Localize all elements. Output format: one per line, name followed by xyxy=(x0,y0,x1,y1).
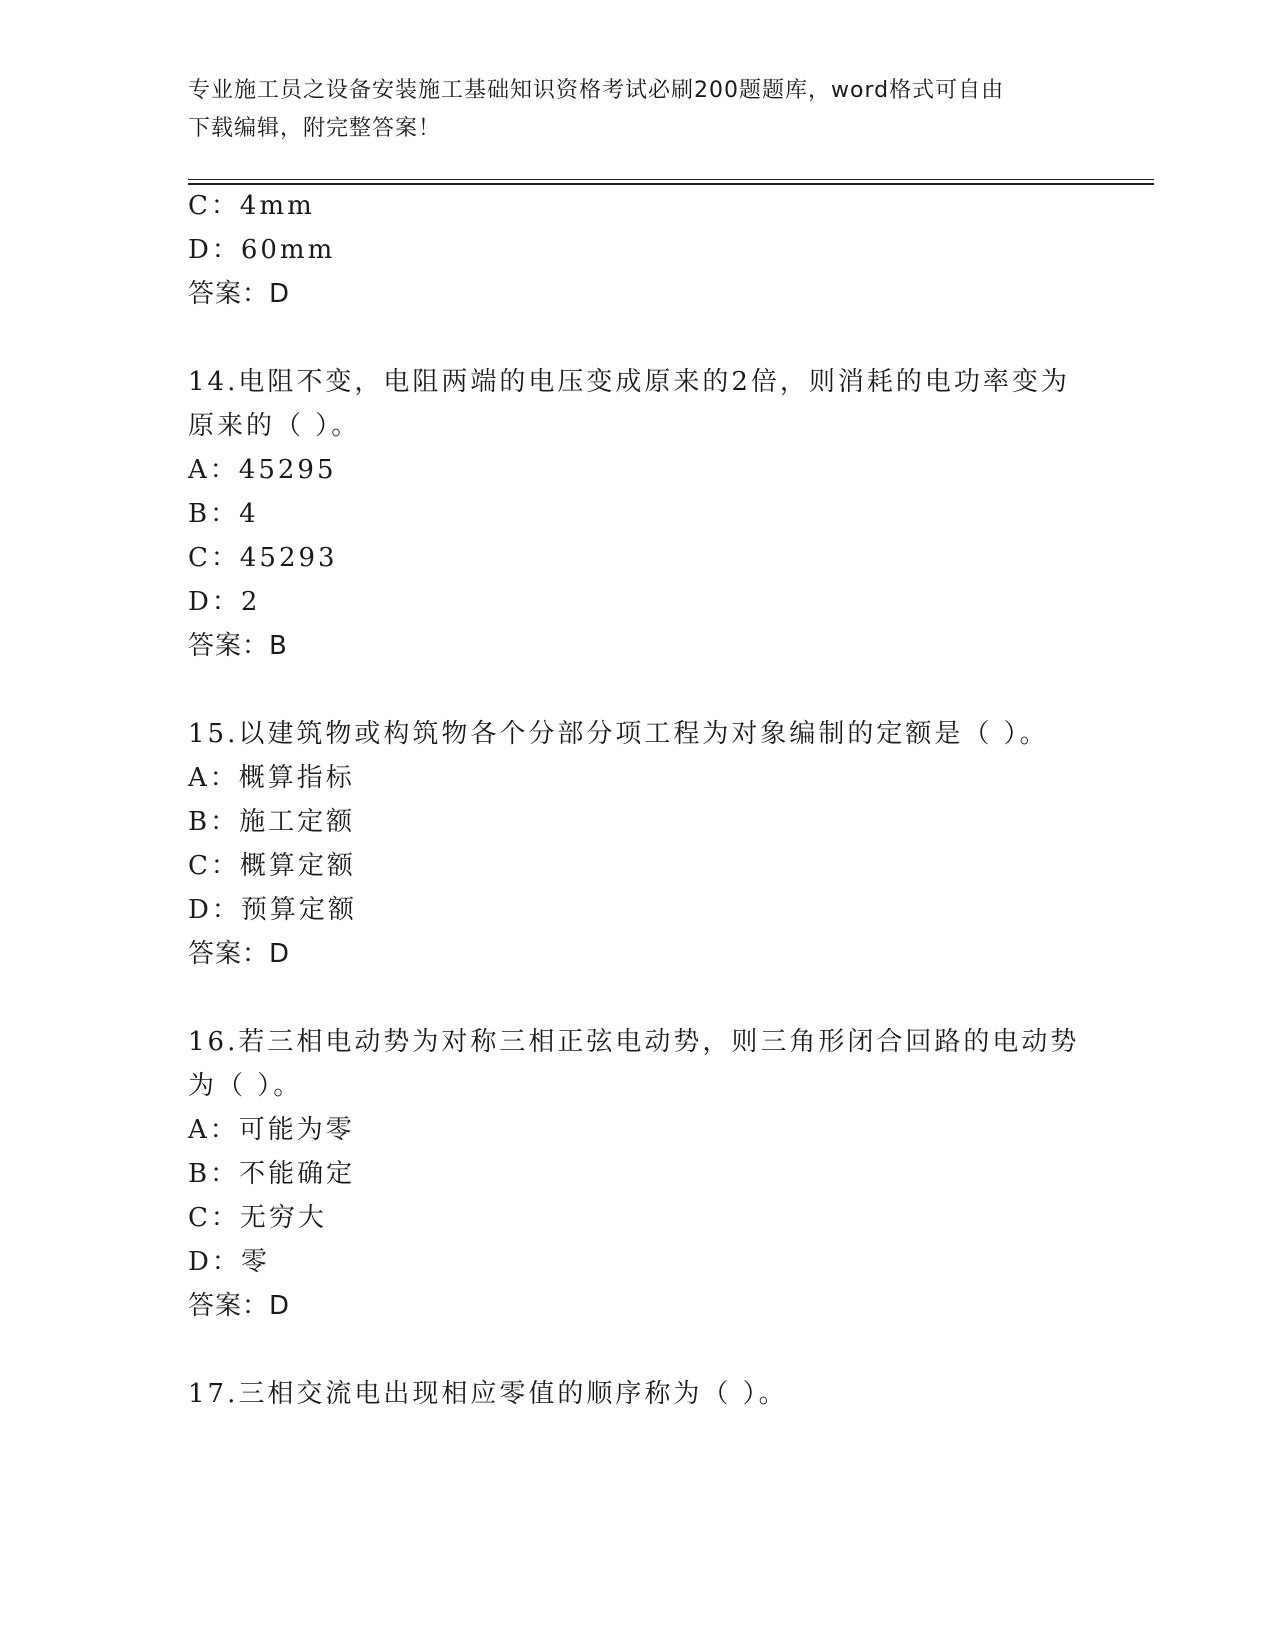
q14-option-c: C：45293 xyxy=(188,543,338,573)
q16-stem-line-1: 16.若三相电动势为对称三相正弦电动势，则三角形闭合回路的电动势 xyxy=(188,1027,1080,1057)
q13-option-c: C：4mm xyxy=(188,191,315,221)
q16-option-b: B：不能确定 xyxy=(188,1159,356,1189)
q17-stem-line-1: 17.三相交流电出现相应零值的顺序称为（ ）。 xyxy=(188,1379,788,1409)
q15-option-b: B：施工定额 xyxy=(188,807,356,837)
q16-answer: 答案：D xyxy=(188,1291,291,1321)
q16-option-c: C：无穷大 xyxy=(188,1203,327,1233)
q16-stem-line-2: 为（ ）。 xyxy=(188,1071,303,1101)
q14-option-b: B：4 xyxy=(188,499,259,529)
q15-option-d: D：预算定额 xyxy=(188,895,357,925)
q15-option-a: A：概算指标 xyxy=(188,763,355,793)
header-line-2: 下载编辑，附完整答案！ xyxy=(188,116,442,141)
q15-stem-line-1: 15.以建筑物或构筑物各个分部分项工程为对象编制的定额是（ ）。 xyxy=(188,719,1049,749)
q14-stem-line-1: 14.电阻不变，电阻两端的电压变成原来的2倍，则消耗的电功率变为 xyxy=(188,367,1070,397)
header-divider-bottom xyxy=(188,183,1154,185)
header-line-1: 专业施工员之设备安装施工基础知识资格考试必刷200题题库，word格式可自由 xyxy=(188,78,1005,103)
q13-option-d: D：60mm xyxy=(188,235,336,265)
q15-answer: 答案：D xyxy=(188,939,291,969)
q14-stem-line-2: 原来的（ ）。 xyxy=(188,411,361,441)
q15-option-c: C：概算定额 xyxy=(188,851,356,881)
q16-option-d: D：零 xyxy=(188,1247,270,1277)
q14-option-a: A：45295 xyxy=(188,455,337,485)
q16-option-a: A：可能为零 xyxy=(188,1115,355,1145)
header-divider-top xyxy=(188,179,1154,180)
q13-answer: 答案：D xyxy=(188,279,291,309)
document-header xyxy=(188,72,1088,148)
q14-option-d: D：2 xyxy=(188,587,261,617)
q14-answer: 答案：B xyxy=(188,631,288,661)
